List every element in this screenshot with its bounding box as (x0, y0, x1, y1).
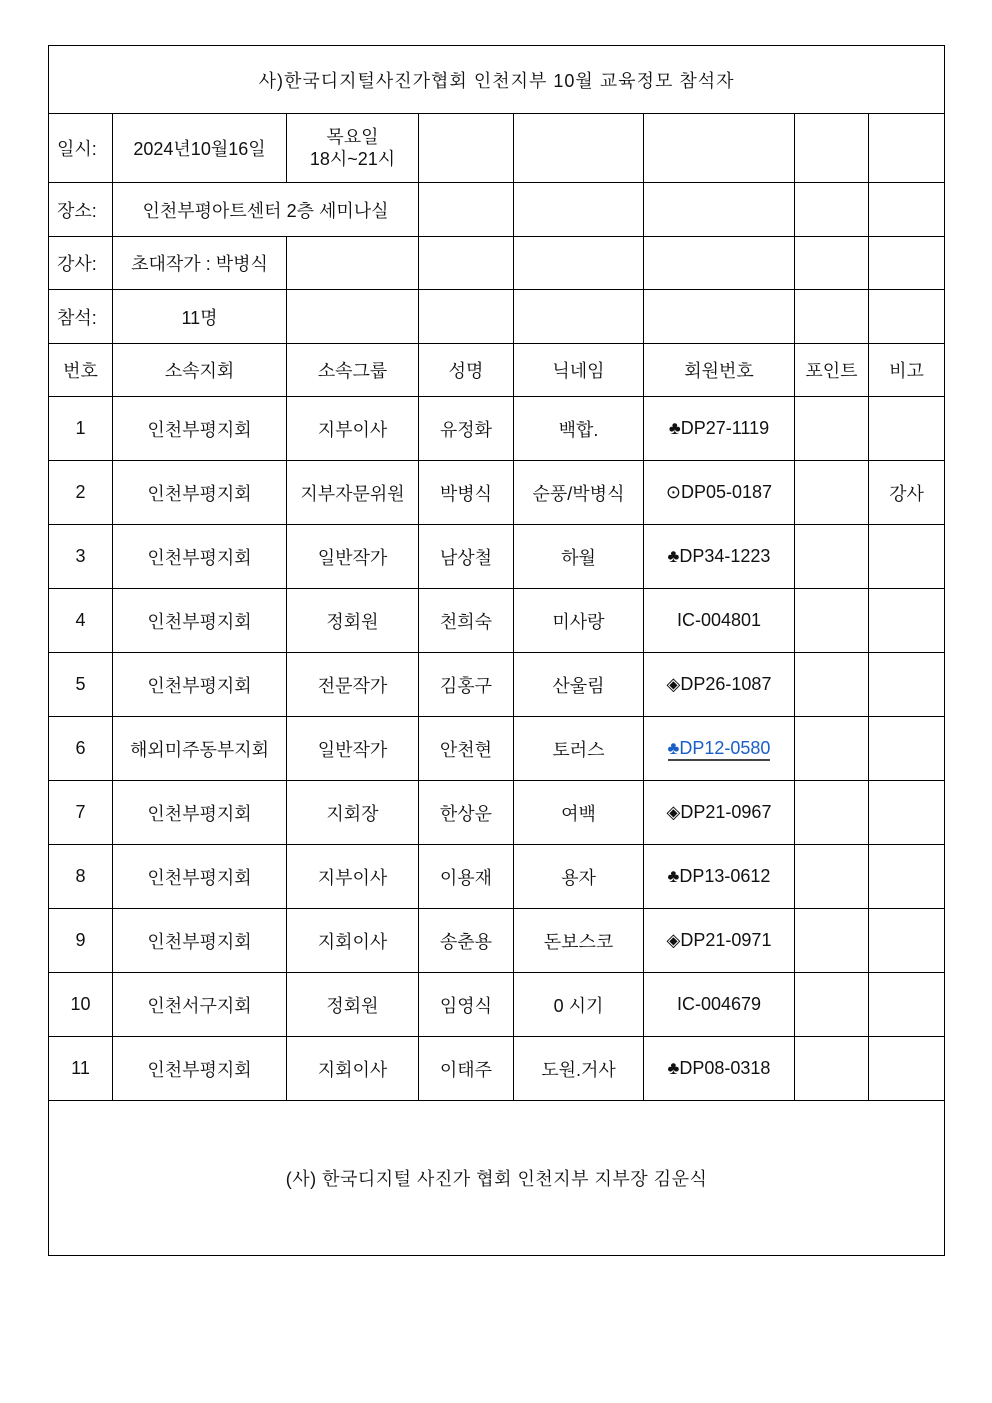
col-header-note: 비고 (869, 344, 945, 397)
cell-nickname: 돈보스코 (514, 909, 644, 973)
table-row (49, 781, 945, 845)
cell-branch: 해외미주동부지회 (113, 717, 287, 781)
cell-points (795, 717, 869, 781)
cell-points (795, 973, 869, 1037)
cell-branch: 인천부평지회 (113, 397, 287, 461)
empty-cell (869, 183, 945, 237)
cell-branch: 인천부평지회 (113, 1037, 287, 1101)
cell-group: 지부이사 (287, 397, 419, 461)
cell-member-no: ♣DP13-0612 (644, 845, 795, 909)
cell-branch: 인천부평지회 (113, 589, 287, 653)
info-row-place (49, 183, 945, 237)
table-row (49, 397, 945, 461)
cell-group: 일반작가 (287, 717, 419, 781)
empty-cell (644, 114, 795, 183)
cell-note (869, 845, 945, 909)
cell-note (869, 525, 945, 589)
empty-cell (419, 290, 514, 344)
cell-points (795, 781, 869, 845)
empty-cell (795, 290, 869, 344)
table-row (49, 845, 945, 909)
empty-cell (514, 183, 644, 237)
empty-cell (419, 114, 514, 183)
cell-points (795, 909, 869, 973)
table-row (49, 461, 945, 525)
cell-points (795, 397, 869, 461)
cell-nickname: 0 시기 (514, 973, 644, 1037)
cell-name: 임영식 (419, 973, 514, 1037)
footer-row (49, 1101, 945, 1256)
signature-line: (사) 한국디지털 사진가 협회 인천지부 지부장 김운식 (49, 1101, 945, 1256)
cell-group: 전문작가 (287, 653, 419, 717)
cell-nickname: 도원.거사 (514, 1037, 644, 1101)
cell-note (869, 1037, 945, 1101)
table-row (49, 653, 945, 717)
cell-group: 정회원 (287, 973, 419, 1037)
cell-note (869, 781, 945, 845)
cell-no: 9 (49, 909, 113, 973)
cell-note: 강사 (869, 461, 945, 525)
cell-member-no: ♣DP08-0318 (644, 1037, 795, 1101)
cell-group: 지회이사 (287, 909, 419, 973)
cell-member-no: ♣DP34-1223 (644, 525, 795, 589)
cell-nickname: 순풍/박병식 (514, 461, 644, 525)
col-header-nickname: 닉네임 (514, 344, 644, 397)
cell-name: 이용재 (419, 845, 514, 909)
cell-points (795, 461, 869, 525)
empty-cell (869, 237, 945, 290)
cell-member-no: ◈DP26-1087 (644, 653, 795, 717)
cell-group: 정회원 (287, 589, 419, 653)
value-day-time (287, 114, 419, 183)
info-row-lecturer (49, 237, 945, 290)
cell-branch: 인천서구지회 (113, 973, 287, 1037)
value-lecturer: 초대작가 : 박병식 (113, 237, 287, 290)
cell-group: 지부이사 (287, 845, 419, 909)
cell-branch: 인천부평지회 (113, 909, 287, 973)
cell-no: 3 (49, 525, 113, 589)
cell-group: 지회이사 (287, 1037, 419, 1101)
cell-member-no: ◈DP21-0967 (644, 781, 795, 845)
empty-cell (644, 290, 795, 344)
cell-no: 10 (49, 973, 113, 1037)
cell-member-no: ◈DP21-0971 (644, 909, 795, 973)
cell-points (795, 525, 869, 589)
cell-member-no: ⊙DP05-0187 (644, 461, 795, 525)
cell-nickname: 여백 (514, 781, 644, 845)
cell-name: 한상운 (419, 781, 514, 845)
value-place: 인천부평아트센터 2층 세미나실 (113, 183, 419, 237)
cell-note (869, 973, 945, 1037)
cell-name: 김홍구 (419, 653, 514, 717)
cell-name: 남상철 (419, 525, 514, 589)
page-title: 사)한국디지털사진가협회 인천지부 10월 교육정모 참석자 (49, 46, 945, 114)
cell-nickname: 하월 (514, 525, 644, 589)
value-time: 18시~21시 (309, 149, 396, 169)
cell-no: 7 (49, 781, 113, 845)
cell-no: 8 (49, 845, 113, 909)
empty-cell (795, 114, 869, 183)
cell-member-no: ♣DP27-1119 (644, 397, 795, 461)
info-row-attendance (49, 290, 945, 344)
cell-note (869, 909, 945, 973)
empty-cell (869, 290, 945, 344)
cell-note (869, 717, 945, 781)
cell-group: 지회장 (287, 781, 419, 845)
cell-member-no (644, 717, 795, 781)
cell-group: 지부자문위원 (287, 461, 419, 525)
table-row (49, 525, 945, 589)
member-no-link[interactable]: ♣DP12-0580 (668, 738, 771, 761)
table-header-row (49, 344, 945, 397)
empty-cell (644, 237, 795, 290)
table-row (49, 717, 945, 781)
label-date: 일시: (49, 114, 113, 183)
cell-branch: 인천부평지회 (113, 845, 287, 909)
empty-cell (795, 237, 869, 290)
empty-cell (869, 114, 945, 183)
label-lecturer: 강사: (49, 237, 113, 290)
cell-nickname: 미사랑 (514, 589, 644, 653)
cell-name: 이태주 (419, 1037, 514, 1101)
cell-no: 4 (49, 589, 113, 653)
cell-branch: 인천부평지회 (113, 461, 287, 525)
cell-name: 박병식 (419, 461, 514, 525)
cell-no: 11 (49, 1037, 113, 1101)
cell-branch: 인천부평지회 (113, 781, 287, 845)
empty-cell (795, 183, 869, 237)
value-day: 목요일 (326, 126, 379, 147)
empty-cell (287, 237, 419, 290)
cell-branch: 인천부평지회 (113, 525, 287, 589)
table-row (49, 1037, 945, 1101)
label-attendance: 참석: (49, 290, 113, 344)
empty-cell (644, 183, 795, 237)
cell-points (795, 589, 869, 653)
cell-note (869, 653, 945, 717)
cell-no: 6 (49, 717, 113, 781)
cell-nickname: 용자 (514, 845, 644, 909)
cell-branch: 인천부평지회 (113, 653, 287, 717)
cell-group: 일반작가 (287, 525, 419, 589)
cell-name: 유정화 (419, 397, 514, 461)
table-row (49, 589, 945, 653)
cell-member-no: IC-004801 (644, 589, 795, 653)
empty-cell (514, 114, 644, 183)
title-row (49, 46, 945, 114)
empty-cell (514, 237, 644, 290)
cell-points (795, 1037, 869, 1101)
attendance-table (48, 45, 945, 1256)
cell-no: 2 (49, 461, 113, 525)
cell-note (869, 589, 945, 653)
col-header-points: 포인트 (795, 344, 869, 397)
info-row-date (49, 114, 945, 183)
col-header-branch: 소속지회 (113, 344, 287, 397)
cell-no: 1 (49, 397, 113, 461)
cell-name: 안천현 (419, 717, 514, 781)
value-attendance: 11명 (113, 290, 287, 344)
col-header-name: 성명 (419, 344, 514, 397)
cell-nickname: 백합. (514, 397, 644, 461)
empty-cell (419, 183, 514, 237)
label-place: 장소: (49, 183, 113, 237)
cell-nickname: 토러스 (514, 717, 644, 781)
col-header-member-no: 회원번호 (644, 344, 795, 397)
empty-cell (419, 237, 514, 290)
empty-cell (514, 290, 644, 344)
cell-nickname: 산울림 (514, 653, 644, 717)
table-row (49, 909, 945, 973)
cell-note (869, 397, 945, 461)
cell-points (795, 653, 869, 717)
empty-cell (287, 290, 419, 344)
value-date: 2024년10월16일 (113, 114, 287, 183)
cell-member-no: IC-004679 (644, 973, 795, 1037)
col-header-group: 소속그룹 (287, 344, 419, 397)
cell-points (795, 845, 869, 909)
cell-name: 천희숙 (419, 589, 514, 653)
cell-name: 송춘용 (419, 909, 514, 973)
col-header-no: 번호 (49, 344, 113, 397)
table-row (49, 973, 945, 1037)
cell-no: 5 (49, 653, 113, 717)
